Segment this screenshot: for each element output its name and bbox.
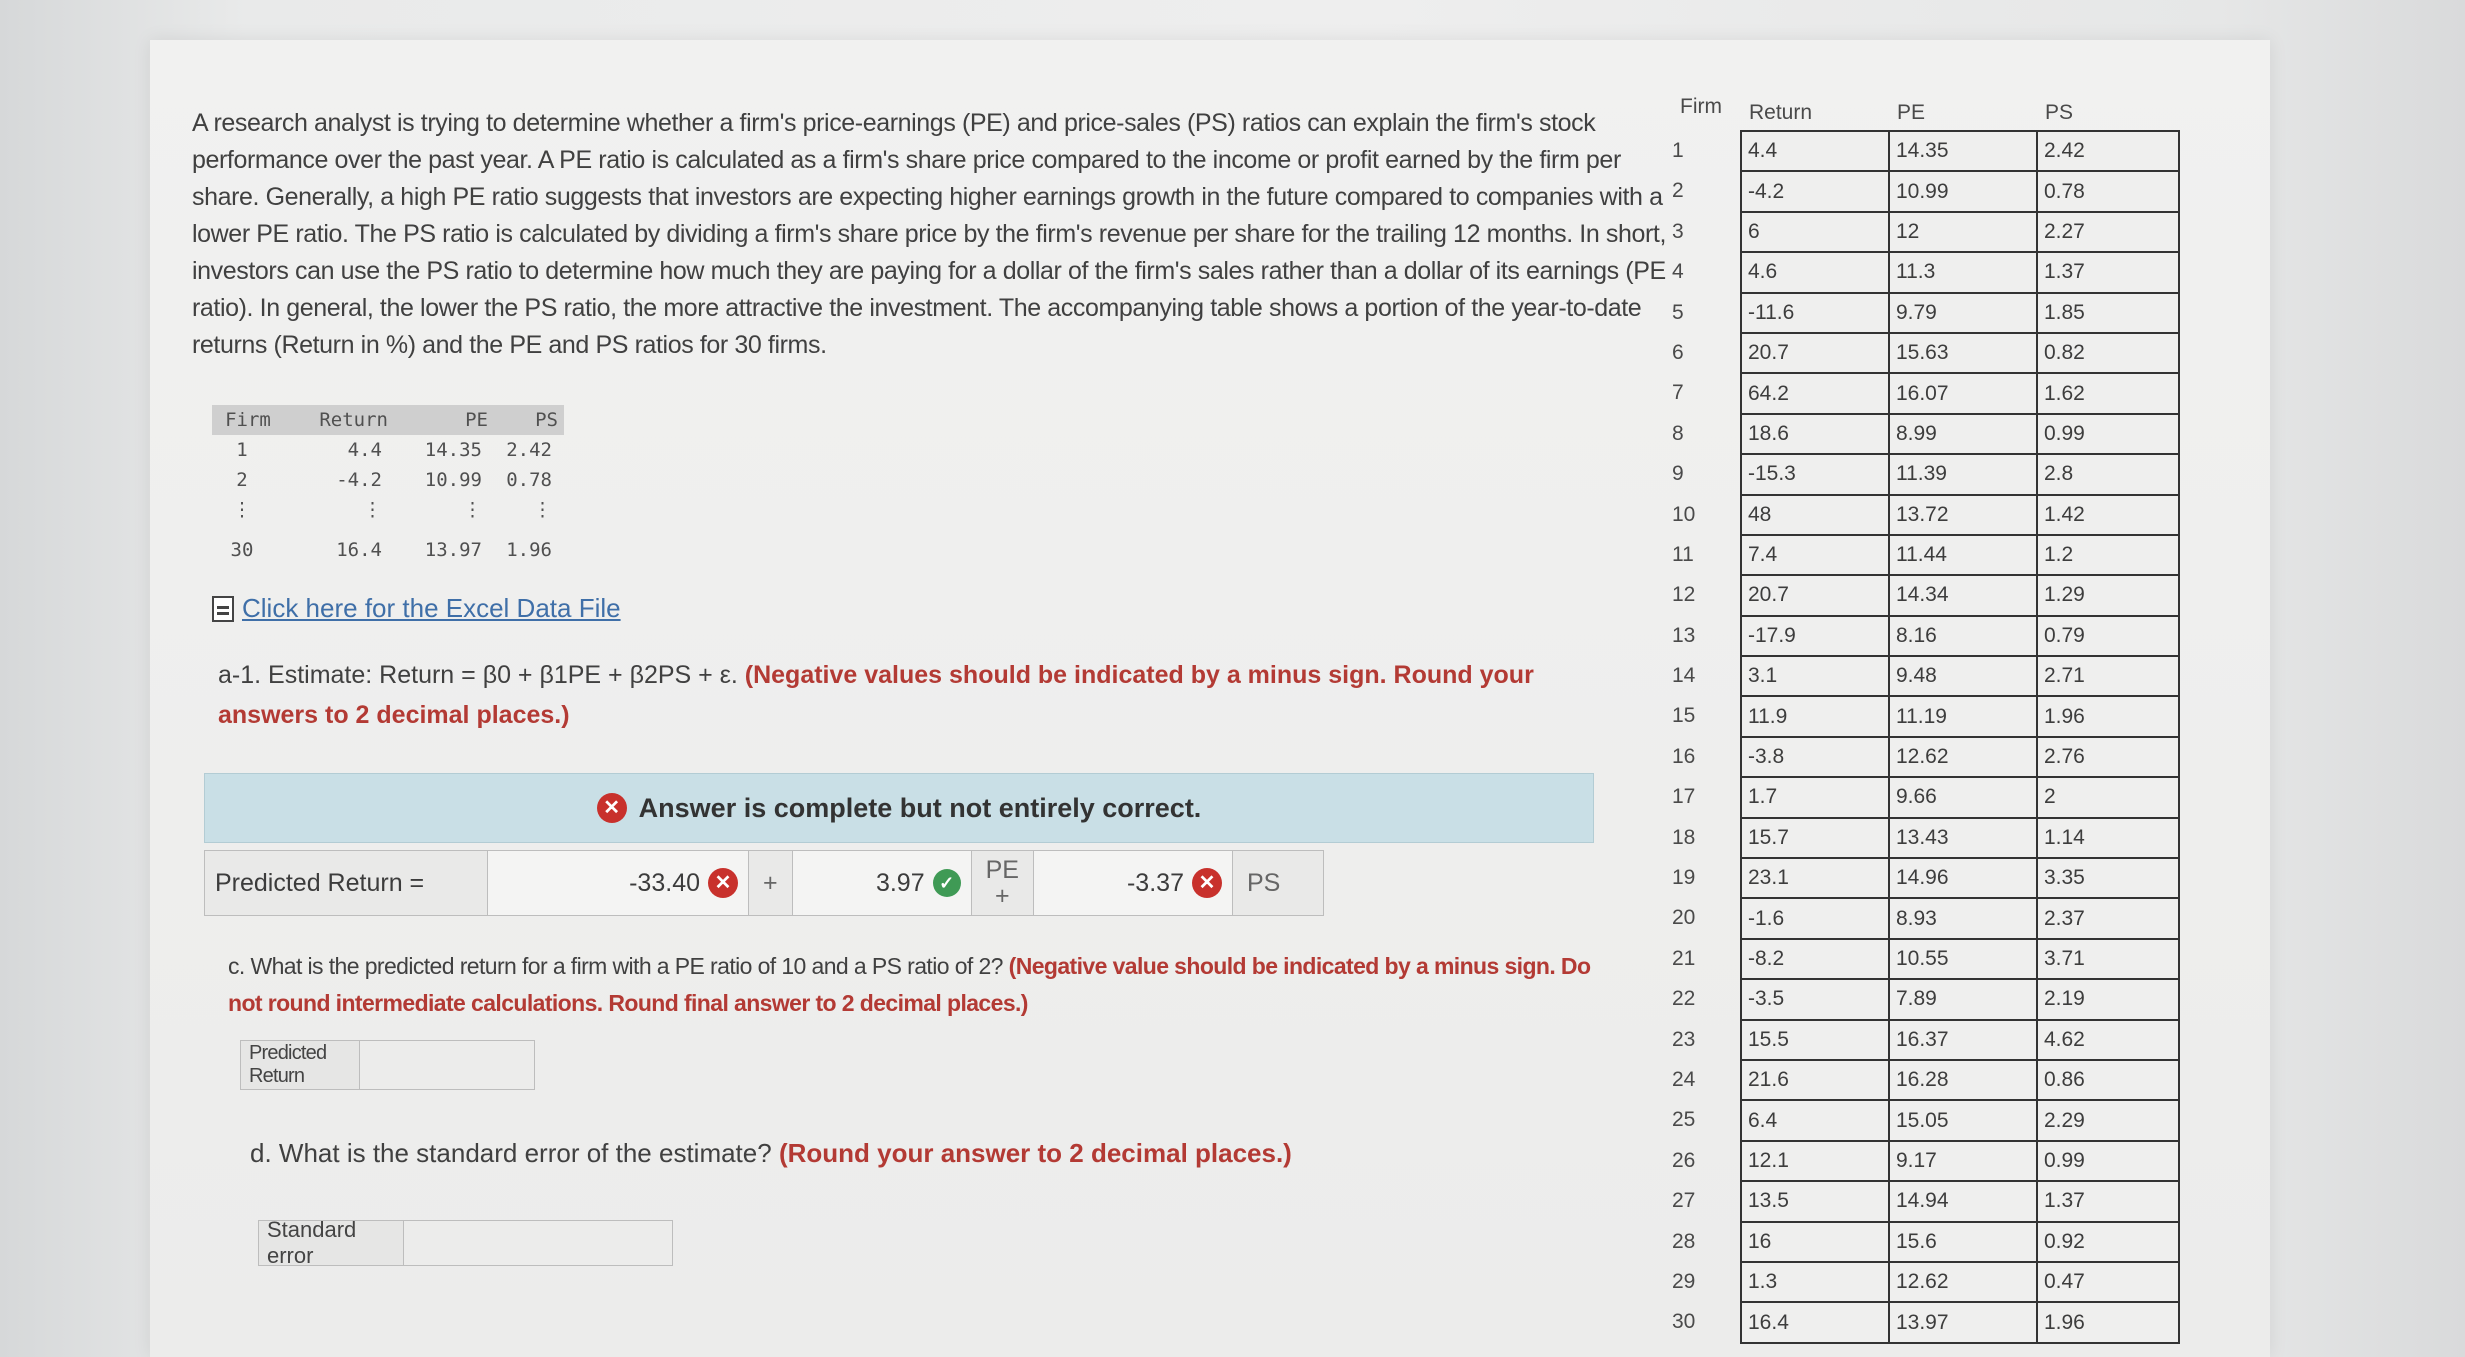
firm-number: 22: [1672, 987, 1696, 1011]
ps-cell: 0.99: [2037, 414, 2179, 454]
return-cell: 1.7: [1741, 777, 1889, 817]
pe-cell: 14.34: [1889, 575, 2037, 615]
return-cell: 20.7: [1741, 333, 1889, 373]
firm-number: 3: [1672, 219, 1684, 243]
correct-check-icon: ✓: [933, 869, 961, 897]
return-cell: 6: [1741, 212, 1889, 252]
table-row: [1741, 1141, 2179, 1181]
pe-coefficient-input[interactable]: [792, 851, 972, 915]
answer-status-banner: [204, 773, 1594, 843]
pe-cell: 12: [1889, 212, 2037, 252]
pe-cell: 12.62: [1889, 1262, 2037, 1302]
ps-cell: 0.47: [2037, 1262, 2179, 1302]
firm-number: 8: [1672, 421, 1684, 445]
table-row: [1741, 898, 2179, 938]
preview-cell: -4.2: [336, 469, 382, 491]
return-cell: 4.4: [1741, 131, 1889, 171]
pe-cell: 14.35: [1889, 131, 2037, 171]
preview-cell: ⋮: [533, 499, 552, 521]
question-c-instruction: (Negative value should be indicated by a minus sign. Do not round intermediate calculations. Round final answer to 2 decimal places.): [228, 953, 1591, 1016]
intercept-input[interactable]: [487, 851, 749, 915]
ps-cell: 0.78: [2037, 171, 2179, 211]
firm-number: 23: [1672, 1027, 1696, 1051]
ps-cell: 2.42: [2037, 131, 2179, 171]
firm-number: 18: [1672, 825, 1696, 849]
pe-cell: 11.44: [1889, 535, 2037, 575]
standard-error-answer-row: [258, 1217, 673, 1268]
pe-cell: 15.63: [1889, 333, 2037, 373]
preview-cell: 2: [236, 469, 248, 491]
table-row: [1741, 696, 2179, 736]
data-table-header: [1741, 95, 2179, 131]
ps-cell: 2.71: [2037, 656, 2179, 696]
question-c-text: c. What is the predicted return for a firm with a PE ratio of 10 and a PS ratio of 2?: [228, 953, 1003, 979]
ps-cell: 1.96: [2037, 696, 2179, 736]
firm-number: 24: [1672, 1067, 1696, 1091]
firm-number: 7: [1672, 381, 1684, 405]
problem-intro: A research analyst is trying to determine whether a firm's price-earnings (PE) and price-sales (PS) ratios can explain the firm's stock performance over the past year. A PE ratio is calculated as a firm's share price compared to the income or profit earned by the firm per share. Generally, a high PE ratio suggests that investors are expecting higher earnings growth in the future compared to companies with a lower PE ratio. The PS ratio is calculated by dividing a firm's share price by the firm's revenue per share for the trailing 12 months. In short, investors can use the PS ratio to determine how much they are paying for a dollar of the firm's sales rather than a dollar of its earnings (PE ratio). In general, the lower the PS ratio, the more attractive the investment. The accompanying table shows a portion of the year-to-date returns (Return in %) and the PE and PS ratios for 30 firms.: [192, 109, 1667, 359]
plus-sign: +: [763, 868, 778, 897]
pe-cell: 16.28: [1889, 1060, 2037, 1100]
ps-cell: 1.29: [2037, 575, 2179, 615]
return-cell: 1.3: [1741, 1262, 1889, 1302]
question-c: [228, 948, 1608, 1022]
ps-cell: 2: [2037, 777, 2179, 817]
ps-cell: 1.62: [2037, 373, 2179, 413]
firm-number: 27: [1672, 1189, 1696, 1213]
ps-cell: 2.37: [2037, 898, 2179, 938]
question-a1-formula: a-1. Estimate: Return = β0 + β1PE + β2PS + ε.: [218, 661, 738, 689]
firm-number: 1: [1672, 139, 1684, 162]
table-row: [1741, 252, 2179, 292]
ps-coefficient-input[interactable]: [1033, 851, 1233, 915]
excel-data-file-link[interactable]: [212, 593, 621, 624]
standard-error-input[interactable]: [404, 1221, 672, 1265]
return-cell: -3.5: [1741, 979, 1889, 1019]
return-cell: 15.5: [1741, 1020, 1889, 1060]
excel-link-label: Click here for the Excel Data File: [242, 593, 621, 623]
return-cell: 3.1: [1741, 656, 1889, 696]
return-cell: 13.5: [1741, 1181, 1889, 1221]
firm-number: 13: [1672, 623, 1696, 647]
table-row: [1741, 616, 2179, 656]
firm-number: 25: [1672, 1108, 1696, 1132]
ps-cell: 2.8: [2037, 454, 2179, 494]
predicted-return-input[interactable]: [360, 1041, 534, 1089]
pe-cell: 9.79: [1889, 293, 2037, 333]
preview-header-ps: PS: [535, 409, 558, 431]
return-cell: 16.4: [1741, 1302, 1889, 1342]
pe-cell: 8.99: [1889, 414, 2037, 454]
incorrect-icon: ✕: [597, 793, 627, 823]
pe-cell: 11.19: [1889, 696, 2037, 736]
table-row: [1741, 858, 2179, 898]
preview-cell: 30: [230, 539, 254, 561]
question-d-text: d. What is the standard error of the estimate?: [250, 1138, 772, 1168]
pe-cell: 7.89: [1889, 979, 2037, 1019]
ps-cell: 1.14: [2037, 818, 2179, 858]
preview-cell: 13.97: [424, 539, 482, 561]
header-return: Return: [1749, 100, 1813, 124]
question-a1-instruction: (Negative values should be indicated by a minus sign. Round your answers to 2 decimal places.): [218, 661, 1534, 729]
question-d-instruction: (Round your answer to 2 decimal places.): [778, 1138, 1292, 1168]
pe-cell: 15.6: [1889, 1222, 2037, 1262]
question-a1: [218, 655, 1618, 735]
sample-data-preview: [212, 405, 564, 565]
return-cell: -1.6: [1741, 898, 1889, 938]
pe-cell: 9.66: [1889, 777, 2037, 817]
predicted-return-answer-row: [240, 1040, 535, 1090]
pe-cell: 16.37: [1889, 1020, 2037, 1060]
ps-cell: 1.42: [2037, 495, 2179, 535]
firm-number: 12: [1672, 583, 1696, 607]
table-row: [1741, 1100, 2179, 1140]
ps-cell: 1.37: [2037, 1181, 2179, 1221]
return-cell: 18.6: [1741, 414, 1889, 454]
return-cell: 7.4: [1741, 535, 1889, 575]
return-cell: 15.7: [1741, 818, 1889, 858]
ps-cell: 3.35: [2037, 858, 2179, 898]
pe-cell: 14.94: [1889, 1181, 2037, 1221]
table-row: [1741, 1020, 2179, 1060]
pe-cell: 14.96: [1889, 858, 2037, 898]
firm-number: 10: [1672, 502, 1696, 526]
preview-cell: ⋮: [232, 499, 252, 521]
table-row: [1741, 979, 2179, 1019]
pe-cell: 12.62: [1889, 737, 2037, 777]
ps-cell: 0.86: [2037, 1060, 2179, 1100]
ps-cell: 1.96: [2037, 1302, 2179, 1342]
pe-cell: 9.48: [1889, 656, 2037, 696]
firm-number: 17: [1672, 785, 1696, 809]
firm-number: 30: [1672, 1310, 1696, 1334]
firm-data-table: [1740, 95, 2180, 1344]
preview-cell: 14.35: [424, 439, 482, 461]
ps-cell: 3.71: [2037, 939, 2179, 979]
firm-number: 5: [1672, 300, 1684, 324]
preview-cell: 16.4: [336, 539, 382, 561]
firm-number: 21: [1672, 946, 1696, 970]
firm-number: 29: [1672, 1269, 1696, 1293]
preview-cell: 4.4: [347, 439, 382, 461]
table-row: [1741, 535, 2179, 575]
firm-number: 11: [1672, 542, 1694, 566]
preview-header-return: Return: [319, 409, 388, 431]
table-row: [1741, 171, 2179, 211]
preview-cell: 1: [236, 439, 248, 461]
return-cell: 20.7: [1741, 575, 1889, 615]
table-row: [1741, 1302, 2179, 1342]
ps-cell: 1.2: [2037, 535, 2179, 575]
firm-number: 15: [1672, 704, 1696, 728]
pe-cell: 8.16: [1889, 616, 2037, 656]
preview-row-ellipsis: [212, 495, 564, 535]
return-cell: -17.9: [1741, 616, 1889, 656]
answer-status-text: Answer is complete but not entirely correct.: [638, 792, 1202, 823]
ps-cell: 1.37: [2037, 252, 2179, 292]
table-row: [1741, 293, 2179, 333]
firm-number: 2: [1672, 179, 1684, 203]
firm-number: 14: [1672, 664, 1696, 688]
firm-number: 20: [1672, 906, 1696, 930]
return-cell: -4.2: [1741, 171, 1889, 211]
predicted-return-label: Predicted Return =: [215, 868, 425, 897]
ps-cell: 2.29: [2037, 1100, 2179, 1140]
regression-equation-row: [204, 850, 1324, 916]
preview-cell: ⋮: [463, 499, 482, 521]
table-row: [1741, 373, 2179, 413]
return-cell: -8.2: [1741, 939, 1889, 979]
table-row: [1741, 939, 2179, 979]
table-row: [1741, 777, 2179, 817]
table-row: [1741, 737, 2179, 777]
table-row: [1741, 495, 2179, 535]
preview-cell: 1.96: [506, 539, 552, 561]
table-row: [1741, 131, 2179, 171]
return-cell: 16: [1741, 1222, 1889, 1262]
table-row: [1741, 575, 2179, 615]
ps-cell: 0.99: [2037, 1141, 2179, 1181]
firm-number: 28: [1672, 1229, 1696, 1253]
table-row: [1741, 656, 2179, 696]
ps-variable-label: PS: [1246, 868, 1281, 897]
firm-number: 26: [1672, 1148, 1696, 1172]
pe-cell: 8.93: [1889, 898, 2037, 938]
pe-cell: 9.17: [1889, 1141, 2037, 1181]
pe-cell: 10.55: [1889, 939, 2037, 979]
question-d: [250, 1133, 1550, 1173]
preview-header-pe: PE: [465, 409, 488, 431]
table-row: [1741, 212, 2179, 252]
return-cell: 6.4: [1741, 1100, 1889, 1140]
preview-cell: 0.78: [506, 469, 552, 491]
preview-row: [212, 535, 564, 565]
pe-coefficient-value: 3.97: [875, 868, 925, 897]
return-cell: 11.9: [1741, 696, 1889, 736]
table-row: [1741, 1222, 2179, 1262]
firm-number: 4: [1672, 260, 1684, 284]
firm-column: [1660, 95, 1740, 1343]
preview-header-firm: Firm: [225, 409, 271, 431]
pe-cell: 16.07: [1889, 373, 2037, 413]
table-row: [1741, 818, 2179, 858]
table-row: [1741, 414, 2179, 454]
predicted-return-answer-label: Predicted Return: [241, 1041, 360, 1089]
firm-number: 9: [1672, 462, 1684, 486]
ps-cell: 2.76: [2037, 737, 2179, 777]
ps-cell: 2.27: [2037, 212, 2179, 252]
preview-cell: 10.99: [424, 469, 482, 491]
preview-row: [212, 465, 564, 495]
return-cell: 21.6: [1741, 1060, 1889, 1100]
return-cell: 23.1: [1741, 858, 1889, 898]
firm-column-header: Firm: [1680, 95, 1722, 118]
return-cell: -3.8: [1741, 737, 1889, 777]
incorrect-icon: ✕: [1192, 868, 1222, 898]
preview-row: [212, 435, 564, 465]
incorrect-icon: ✕: [708, 868, 738, 898]
return-cell: 48: [1741, 495, 1889, 535]
firm-number: 16: [1672, 744, 1696, 768]
table-row: [1741, 1262, 2179, 1302]
table-row: [1741, 454, 2179, 494]
return-cell: 12.1: [1741, 1141, 1889, 1181]
pe-cell: 11.3: [1889, 252, 2037, 292]
ps-cell: 4.62: [2037, 1020, 2179, 1060]
pe-cell: 11.39: [1889, 454, 2037, 494]
intercept-value: -33.40: [629, 868, 700, 897]
pe-cell: 13.97: [1889, 1302, 2037, 1342]
plus-sign: +: [994, 882, 1010, 910]
ps-cell: 1.85: [2037, 293, 2179, 333]
header-pe: PE: [1896, 100, 1925, 124]
return-cell: -15.3: [1741, 454, 1889, 494]
pe-variable-label: [972, 857, 1033, 909]
pe-label: PE: [985, 856, 1019, 884]
preview-cell: ⋮: [363, 499, 382, 521]
return-cell: 4.6: [1741, 252, 1889, 292]
preview-cell: 2.42: [506, 439, 552, 461]
table-row: [1741, 1060, 2179, 1100]
excel-file-icon: [212, 596, 234, 622]
firm-number: 6: [1672, 340, 1684, 364]
ps-cell: 0.92: [2037, 1222, 2179, 1262]
pe-cell: 13.43: [1889, 818, 2037, 858]
standard-error-label: Standard error: [259, 1221, 404, 1265]
header-ps: PS: [2044, 100, 2073, 124]
preview-header: [212, 405, 564, 435]
return-cell: -11.6: [1741, 293, 1889, 333]
ps-cell: 0.82: [2037, 333, 2179, 373]
ps-cell: 0.79: [2037, 616, 2179, 656]
pe-cell: 15.05: [1889, 1100, 2037, 1140]
return-cell: 64.2: [1741, 373, 1889, 413]
firm-number: 19: [1672, 866, 1696, 890]
table-row: [1741, 1181, 2179, 1221]
table-row: [1741, 333, 2179, 373]
ps-coefficient-value: -3.37: [1126, 868, 1184, 897]
pe-cell: 10.99: [1889, 171, 2037, 211]
pe-cell: 13.72: [1889, 495, 2037, 535]
ps-cell: 2.19: [2037, 979, 2179, 1019]
